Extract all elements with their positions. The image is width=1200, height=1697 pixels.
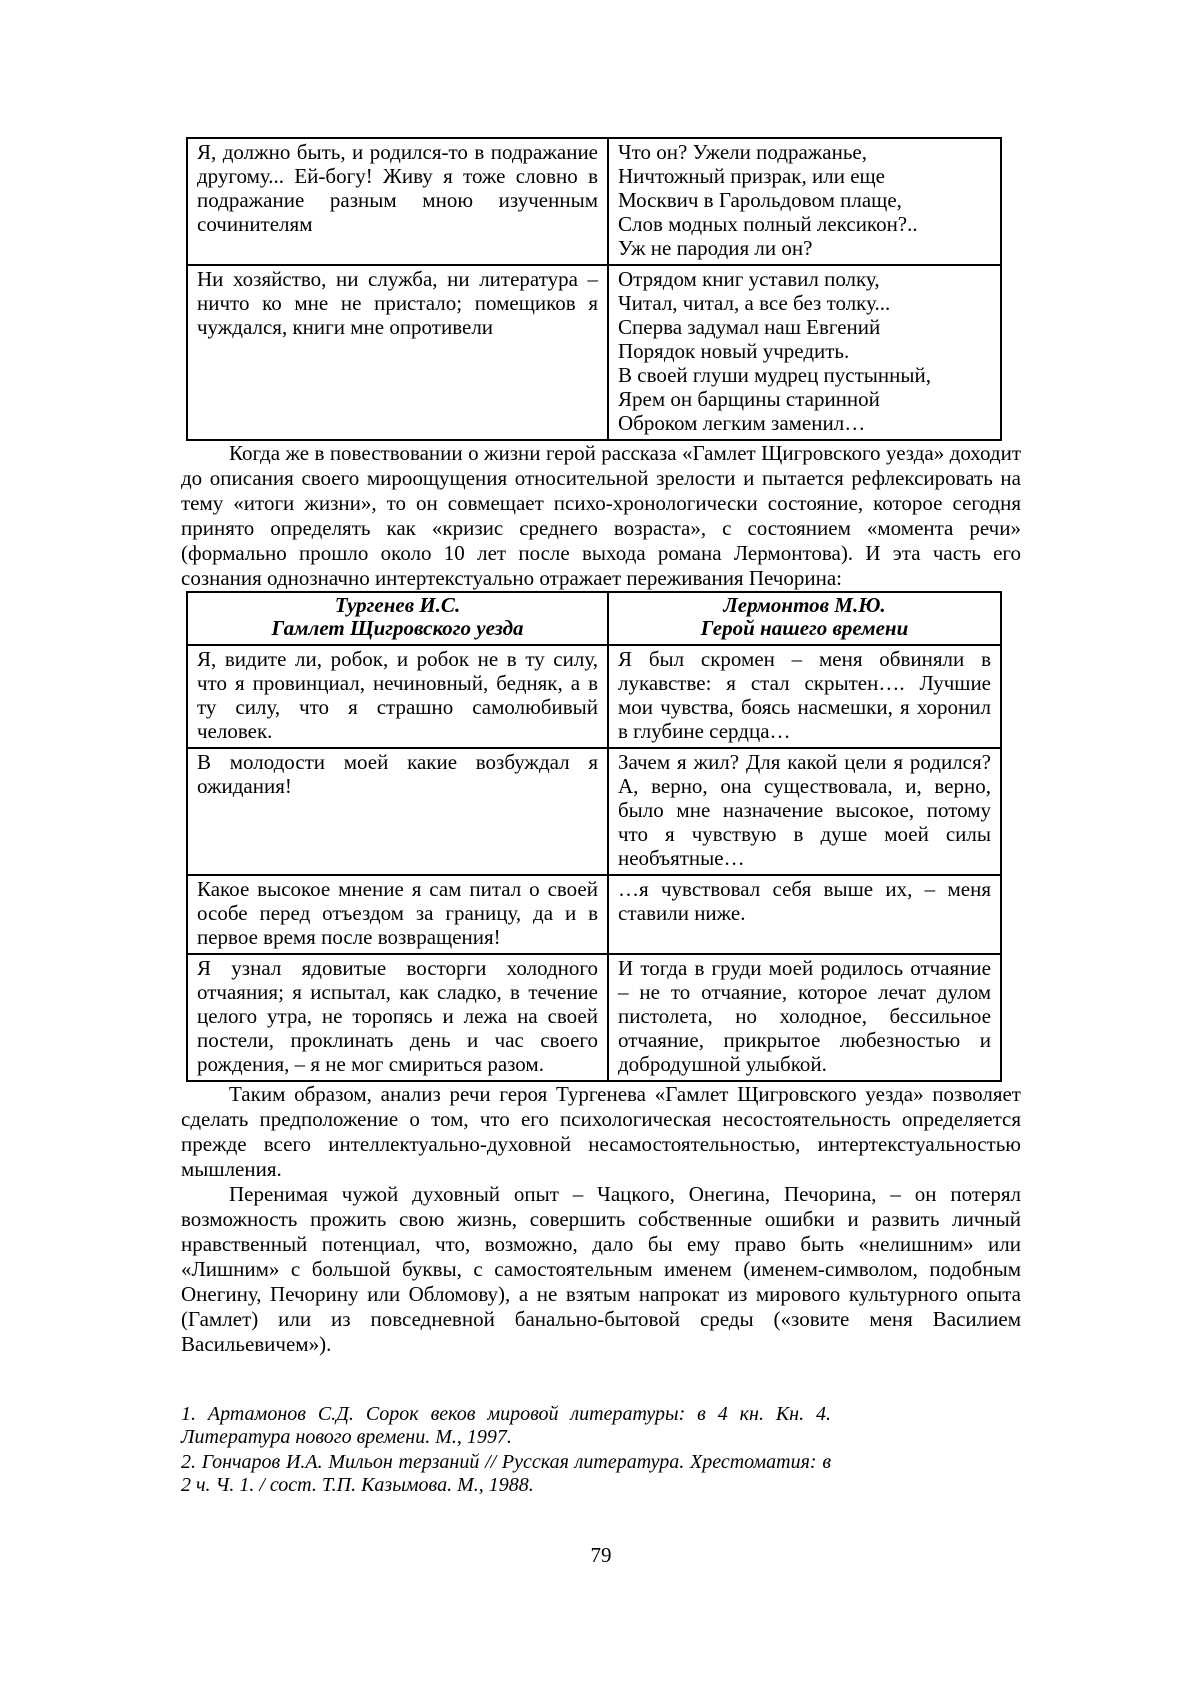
table-header-row [187, 592, 1001, 645]
poem-line: Ничтожный призрак, или еще [618, 164, 886, 188]
cell-turgenev-quote: Какое высокое мнение я сам питал о своей особе перед отъездом за границу, да и в первое время после возвращения! [187, 875, 608, 954]
poem-line: Сперва задумал наш Евгений [618, 315, 881, 339]
poem-line: Уж не пародия ли он? [618, 236, 813, 260]
paragraph-intro-analysis: Когда же в повествовании о жизни герой рассказа «Гамлет Щигровского уезда» доходит до описания своего мироощущения относительной зрелости и пытается рефлексировать на тему «итоги жизни», то он совмещает психо-хронологически состояние, которое сегодня принято определять как «кризис среднего возраста», с состоянием «момента речи» (формально прошло около 10 лет после выхода романа Лермонтова). И эта часть его сознания однозначно интертекстуально отражает переживания Печорина: [181, 441, 1021, 590]
header-cell-lermontov [608, 592, 1001, 645]
header-author: Тургенев И.С. [334, 593, 461, 617]
poem-line: В своей глуши мудрец пустынный, [618, 363, 931, 387]
cell-lermontov-quote: Я был скромен – меня обвиняли в лукавстве: я стал скрытен…. Лучшие мои чувства, боясь насмешки, я хоронил в глубине сердца… [608, 645, 1001, 748]
cell-verse-quote [608, 265, 1001, 440]
poem-line: Оброком легким заменил… [618, 411, 866, 435]
poem-line: Отрядом книг уставил полку, [618, 267, 880, 291]
cell-turgenev-quote: В молодости моей какие возбуждал я ожидания! [187, 748, 608, 875]
cell-verse-quote [608, 138, 1001, 265]
table-row [187, 875, 1001, 954]
table-row [187, 954, 1001, 1081]
page-number: 79 [590, 1543, 612, 1567]
table-row [187, 645, 1001, 748]
poem-line: Читал, читал, а все без толку... [618, 291, 891, 315]
poem-line: Слов модных полный лексикон?.. [618, 212, 918, 236]
header-cell-turgenev [187, 592, 608, 645]
cell-lermontov-quote: Зачем я жил? Для какой цели я родился? А, верно, она существовала, и, верно, было мне назначение высокое, потому что я чувствую в душе моей силы необъятные… [608, 748, 1001, 875]
header-author: Лермонтов М.Ю. [723, 593, 886, 617]
reference-item: 2. Гончаров И.А. Мильон терзаний // Русская литература. Хрестоматия: в 2 ч. Ч. 1. / сост. Т.П. Казымова. М., 1988. [181, 1451, 831, 1496]
cell-prose-quote: Я, должно быть, и родился-то в подражание другому... Ей-богу! Живу я тоже словно в подражание разным мною изученным сочинителям [187, 138, 608, 265]
poem-line: Ярем он барщины старинной [618, 387, 880, 411]
table-row [187, 138, 1001, 265]
table-row [187, 748, 1001, 875]
poem-line: Что он? Ужели подражанье, [618, 140, 868, 164]
cell-prose-quote: Ни хозяйство, ни служба, ни литература – ничто ко мне не пристало; помещиков я чуждался, книги мне опротивели [187, 265, 608, 440]
header-work-title: Герой нашего времени [700, 616, 909, 640]
header-work-title: Гамлет Щигровского уезда [271, 616, 524, 640]
comparison-table-turgenev-lermontov [186, 591, 1002, 1082]
cell-turgenev-quote: Я узнал ядовитые восторги холодного отчаяния; я испытал, как сладко, в течение целого утра, не торопясь и лежа на своей постели, проклинать день и час своего рождения, – я не мог смириться разом. [187, 954, 608, 1081]
paragraph-conclusion-1: Таким образом, анализ речи героя Тургенева «Гамлет Щигровского уезда» позволяет сделать предположение о том, что его психологическая несостоятельность определяется прежде всего интеллектуально-духовной несамостоятельностью, интертекстуальностью мышления. [181, 1082, 1021, 1181]
reference-list [181, 1403, 831, 1497]
poem-line: Москвич в Гарольдовом плаще, [618, 188, 902, 212]
reference-item: 1. Артамонов С.Д. Сорок веков мировой литературы: в 4 кн. Кн. 4. Литература нового времени. М., 1997. [181, 1403, 831, 1448]
cell-lermontov-quote: …я чувствовал себя выше их, – меня ставили ниже. [608, 875, 1001, 954]
comparison-table-quotes-top [186, 137, 1002, 441]
poem-line: Порядок новый учредить. [618, 339, 850, 363]
cell-lermontov-quote: И тогда в груди моей родилось отчаяние – не то отчаяние, которое лечат дулом пистолета, но холодное, бессильное отчаяние, прикрытое любезностью и добродушной улыбкой. [608, 954, 1001, 1081]
paragraph-conclusion-2: Перенимая чужой духовный опыт – Чацкого, Онегина, Печорина, – он потерял возможность прожить свою жизнь, совершить собственные ошибки и развить личный нравственный потенциал, что, возможно, дало бы ему право быть «нелишним» или «Лишним» с большой буквы, с самостоятельным именем (именем-символом, подобным Онегину, Печорину или Обломову), а не взятым напрокат из мирового культурного опыта (Гамлет) или из повседневной банально-бытовой среды («зовите меня Василием Васильевичем»). [181, 1182, 1021, 1356]
table-row [187, 265, 1001, 440]
cell-turgenev-quote: Я, видите ли, робок, и робок не в ту силу, что я провинциал, нечиновный, бедняк, а в ту силу, что я страшно самолюбивый человек. [187, 645, 608, 748]
